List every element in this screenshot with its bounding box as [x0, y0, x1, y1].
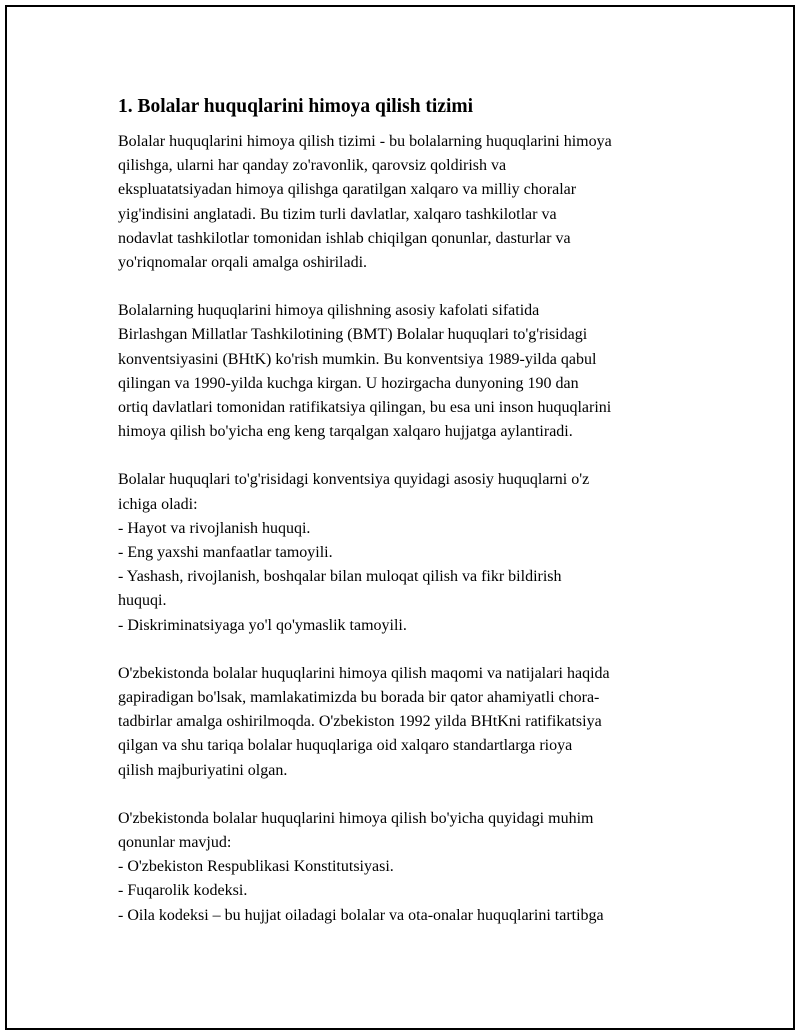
text-line: yig'indisini anglatadi. Bu tizim turli davlatlar, xalqaro tashkilotlar va: [118, 205, 557, 223]
text-line: ichiga oladi:: [118, 495, 198, 513]
text-line: tadbirlar amalga oshirilmoqda. O'zbekiston 1992 yilda BHtKni ratifikatsiya: [118, 713, 602, 731]
text-line: ortiq davlatlari tomonidan ratifikatsiya qilingan, bu esa uni inson huquqlarini: [118, 399, 612, 417]
document-body: [118, 94, 698, 952]
text-line: Bolalar huquqlarini himoya qilish tizimi - bu bolalarning huquqlarini himoya: [118, 133, 612, 150]
text-line: Birlashgan Millatlar Tashkilotining (BMT) Bolalar huquqlari to'g'risidagi: [118, 326, 588, 344]
text-line: gapiradigan bo'lsak, mamlakatimizda bu borada bir qator ahamiyatli chora-: [118, 689, 600, 707]
text-line: Bolalar huquqlari to'g'risidagi konventsiya quyidagi asosiy huquqlarni o'z: [118, 471, 590, 489]
list-item: - Hayot va rivojlanish huquqi.: [118, 519, 311, 537]
text-line: konventsiyasini (BHtK) ko'rish mumkin. Bu konventsiya 1989-yilda qabul: [118, 350, 597, 368]
paragraph-convention: [118, 299, 698, 444]
text-line: qilgan va shu tariqa bolalar huquqlariga oid xalqaro standartlarga rioya: [118, 737, 573, 755]
text-line: qilingan va 1990-yilda kuchga kirgan. U hozirgacha dunyoning 190 dan: [118, 374, 579, 392]
text-line: qonunlar mavjud:: [118, 834, 232, 852]
text-line: qilishga, ularni har qanday zo'ravonlik, qarovsiz qoldirish va: [118, 157, 507, 175]
list-item: - Diskriminatsiyaga yo'l qo'ymaslik tamoyili.: [118, 616, 407, 634]
paragraph-rights-list: [118, 468, 698, 637]
text-line: yo'riqnomalar orqali amalga oshiriladi.: [118, 254, 368, 272]
text-line: ekspluatatsiyadan himoya qilishga qaratilgan xalqaro va milliy choralar: [118, 181, 577, 199]
document-title: 1. Bolalar huquqlarini himoya qilish tizimi: [118, 96, 474, 117]
list-item: - O'zbekiston Respublikasi Konstitutsiyasi.: [118, 858, 394, 876]
text-line: himoya qilish bo'yicha eng keng tarqalgan xalqaro hujjatga aylantiradi.: [118, 423, 573, 441]
paragraph-definition: [118, 130, 698, 275]
list-item: - Eng yaxshi manfaatlar tamoyili.: [118, 544, 333, 562]
paragraph-uzbekistan-status: [118, 662, 698, 783]
list-item: huquqi.: [118, 592, 167, 610]
text-line: O'zbekistonda bolalar huquqlarini himoya qilish maqomi va natijalari haqida: [118, 664, 610, 682]
list-item: - Fuqarolik kodeksi.: [118, 882, 248, 900]
text-line: O'zbekistonda bolalar huquqlarini himoya qilish bo'yicha quyidagi muhim: [118, 809, 594, 827]
text-line: Bolalarning huquqlarini himoya qilishning asosiy kafolati sifatida: [118, 302, 540, 320]
list-item: - Oila kodeksi – bu hujjat oiladagi bolalar va ota-onalar huquqlarini tartibga: [118, 906, 604, 924]
paragraph-laws-list: [118, 807, 698, 928]
list-item: - Yashash, rivojlanish, boshqalar bilan muloqat qilish va fikr bildirish: [118, 568, 562, 586]
text-line: nodavlat tashkilotlar tomonidan ishlab chiqilgan qonunlar, dasturlar va: [118, 229, 571, 247]
text-line: qilish majburiyatini olgan.: [118, 761, 288, 779]
